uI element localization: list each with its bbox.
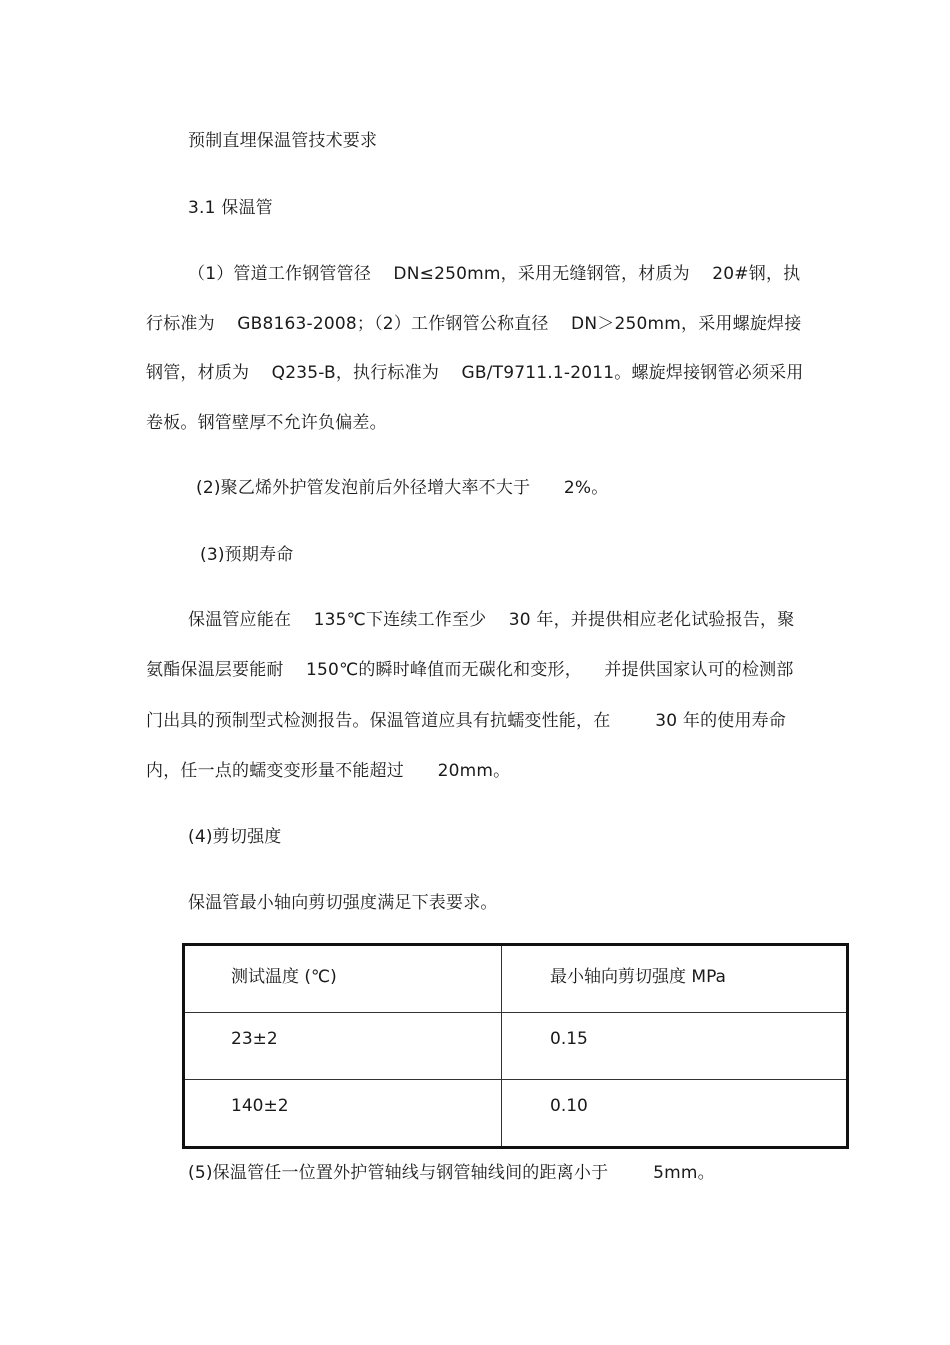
paragraph-line: 行标准为 GB8163-2008；（2）工作钢管公称直径 DN＞250mm，采用螺旋焊接 — [146, 314, 802, 334]
table-row — [184, 1080, 848, 1148]
paragraph-line: 氨酯保温层要能耐 150℃的瞬时峰值而无碳化和变形， 并提供国家认可的检测部 — [146, 660, 794, 680]
subheading: (4)剪切强度 — [188, 827, 282, 847]
table-row — [184, 1013, 848, 1080]
table-header-cell: 测试温度 (℃) — [184, 945, 502, 1013]
paragraph-line: （1）管道工作钢管管径 DN≤250mm，采用无缝钢管，材质为 20#钢，执 — [188, 264, 801, 284]
section-heading: 3.1 保温管 — [188, 198, 273, 218]
paragraph-line: 保温管最小轴向剪切强度满足下表要求。 — [188, 893, 498, 913]
table-cell: 0.10 — [502, 1080, 848, 1148]
paragraph-line: (5)保温管任一位置外护管轴线与钢管轴线间的距离小于 5mm。 — [188, 1163, 715, 1183]
table-header-row — [184, 945, 848, 1013]
paragraph-line: 卷板。钢管壁厚不允许负偏差。 — [146, 413, 387, 433]
subheading: (3)预期寿命 — [200, 545, 294, 565]
paragraph-line: 内，任一点的蠕变变形量不能超过 20mm。 — [146, 761, 511, 781]
table-header-cell: 最小轴向剪切强度 MPa — [502, 945, 848, 1013]
paragraph-line: 门出具的预制型式检测报告。保温管道应具有抗蠕变性能，在 30 年的使用寿命 — [146, 711, 787, 731]
table-cell: 0.15 — [502, 1013, 848, 1080]
table-cell: 23±2 — [184, 1013, 502, 1080]
paragraph-line: 钢管，材质为 Q235-B，执行标准为 GB/T9711.1-2011。螺旋焊接钢管必须采用 — [146, 363, 804, 383]
paragraph-line: 保温管应能在 135℃下连续工作至少 30 年，并提供相应老化试验报告，聚 — [188, 610, 795, 630]
paragraph-line: (2)聚乙烯外护管发泡前后外径增大率不大于 2%。 — [196, 478, 609, 498]
table-cell: 140±2 — [184, 1080, 502, 1148]
shear-strength-table — [182, 943, 849, 1149]
document-title: 预制直埋保温管技术要求 — [188, 131, 378, 151]
